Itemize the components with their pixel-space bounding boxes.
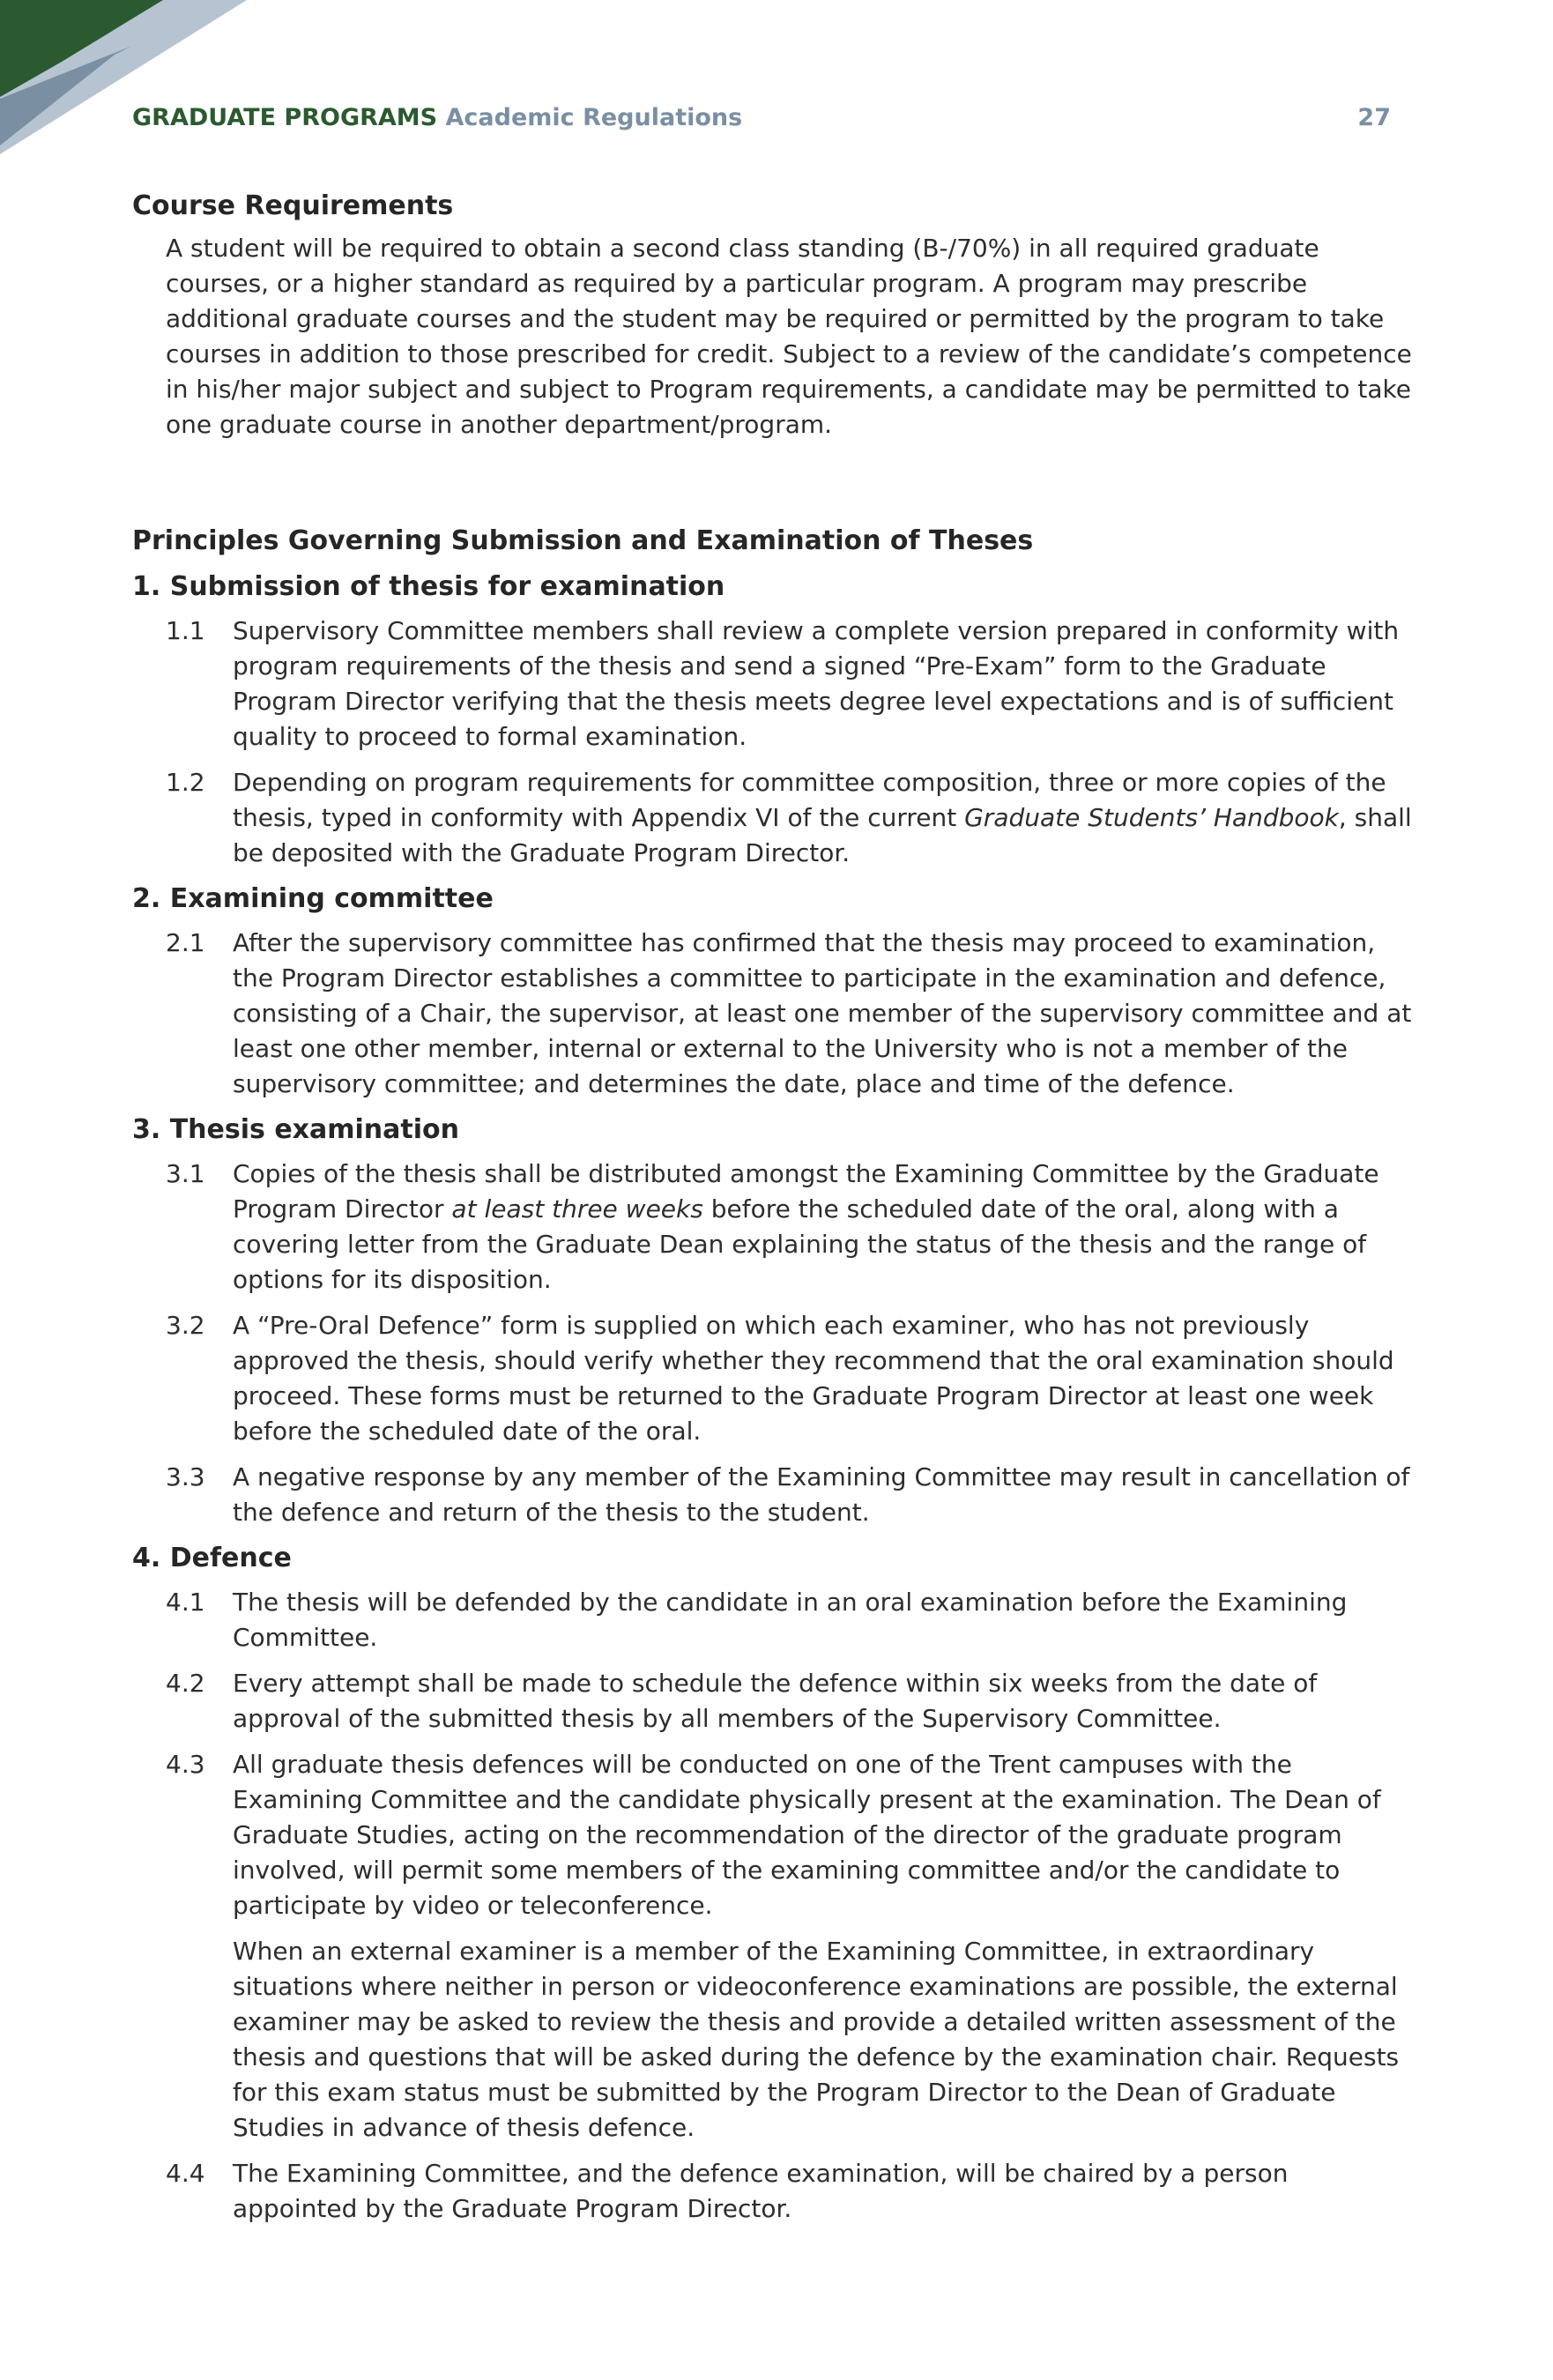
header-program: GRADUATE PROGRAMS <box>132 104 438 131</box>
item-3-2 <box>166 1308 1419 1449</box>
item-text-part: , shall be deposited with the Graduate Program Director. <box>233 803 1412 867</box>
item-text: Every attempt shall be made to schedule the defence within six weeks from the date of approval of the submitted thesis by all members of the Supervisory Committee. <box>233 1669 1318 1733</box>
item-4-3 <box>166 1747 1419 2146</box>
item-text: The thesis will be defended by the candidate in an oral examination before the Examining Committee. <box>233 1588 1348 1652</box>
item-text: After the supervisory committee has confirmed that the thesis may proceed to examination, the Program Director establishes a committee to participate in the examination and defence, consisting of a Chair, the supervisor, at least one member of the supervisory committee and at least one other member, internal or external to the University who is not a member of the supervisory committee; and determines the date, place and time of the defence. <box>233 928 1412 1098</box>
item-text: Supervisory Committee members shall review a complete version prepared in conformity with program requirements of the thesis and send a signed “Pre-Exam” form to the Graduate Program Director verifying that the thesis meets degree level expectations and is of sufficient quality to proceed to formal examination. <box>233 616 1400 751</box>
running-header <box>132 100 1391 136</box>
item-text: All graduate thesis defences will be conducted on one of the Trent campuses with the Examining Committee and the candidate physically present at the examination. The Dean of Graduate Studies, acting on the recommendation of the director of the graduate program involved, will permit some members of the examining committee and/or the candidate to participate by video or teleconference. <box>233 1750 1381 1920</box>
item-text: A “Pre-Oral Defence” form is supplied on which each examiner, who has not previously approved the thesis, should verify whether they recommend that the oral examination should proceed. These forms must be returned to the Graduate Program Director at least one week before the scheduled date of the oral. <box>233 1311 1394 1446</box>
handbook-title: Graduate Students’ Handbook <box>964 803 1339 832</box>
item-3-3 <box>166 1460 1419 1530</box>
section-2-heading: 2. Examining committee <box>132 883 494 914</box>
item-text-part: Depending on program requirements for committee composition, three or more copies of the thesis, typed in conformity with Appendix VI of the current <box>233 768 1386 832</box>
item-number: 4.4 <box>166 2159 205 2188</box>
item-text-continued: When an external examiner is a member of the Examining Committee, in extraordinary situations where neither in person or videoconference examinations are possible, the external examiner may be asked to review the thesis and provide a detailed written assessment of the thesis and questions that will be asked during the defence by the examination chair. Requests for this exam status must be submitted by the Program Director to the Dean of Graduate Studies in advance of thesis defence. <box>233 1937 1400 2142</box>
item-1-1 <box>166 614 1419 755</box>
course-requirements-heading: Course Requirements <box>132 190 454 221</box>
item-number: 2.1 <box>166 928 205 957</box>
item-4-2 <box>166 1666 1419 1737</box>
page-body <box>132 189 1419 2237</box>
item-4-1 <box>166 1585 1419 1655</box>
page-number: 27 <box>1357 104 1391 131</box>
item-text: A negative response by any member of the Examining Committee may result in cancellation of the defence and return of the thesis to the student. <box>233 1462 1410 1527</box>
item-4-4 <box>166 2156 1419 2227</box>
section-3-heading: 3. Thesis examination <box>132 1114 460 1145</box>
item-number: 3.2 <box>166 1311 205 1340</box>
item-text <box>233 1157 1419 1298</box>
item-number: 1.1 <box>166 616 205 645</box>
item-number: 1.2 <box>166 768 205 797</box>
section-1-heading: 1. Submission of thesis for examination <box>132 571 725 602</box>
item-text <box>233 765 1419 871</box>
section-4-heading: 4. Defence <box>132 1543 292 1573</box>
item-text: The Examining Committee, and the defence examination, will be chaired by a person appointed by the Graduate Program Director. <box>233 2159 1289 2223</box>
header-section: Academic Regulations <box>445 104 743 131</box>
item-number: 3.3 <box>166 1462 205 1491</box>
emphasis-text: at least three weeks <box>451 1194 703 1223</box>
item-number: 4.1 <box>166 1588 205 1617</box>
item-number: 3.1 <box>166 1159 205 1188</box>
item-text-part: before the scheduled date of the oral, along with a covering letter from the Graduate Dean explaining the status of the thesis and the range of options for its disposition. <box>233 1194 1367 1294</box>
item-text-part: Copies of the thesis shall be distributed amongst the Examining Committee by the Graduate Program Director <box>233 1159 1379 1223</box>
item-2-1 <box>166 926 1419 1102</box>
item-number: 4.2 <box>166 1669 205 1698</box>
item-1-2 <box>166 765 1419 871</box>
item-3-1 <box>166 1157 1419 1298</box>
course-requirements-text: A student will be required to obtain a second class standing (B-/70%) in all required graduate courses, or a higher standard as required by a particular program. A program may prescribe additional graduate courses and the student may be required or permitted by the program to take courses in addition to those prescribed for credit. Subject to a review of the candidate’s competence in his/her major subject and subject to Program requirements, a candidate may be permitted to take one graduate course in another department/program. <box>166 234 1412 439</box>
item-number: 4.3 <box>166 1750 205 1779</box>
principles-heading: Principles Governing Submission and Examination of Theses <box>132 525 1034 556</box>
